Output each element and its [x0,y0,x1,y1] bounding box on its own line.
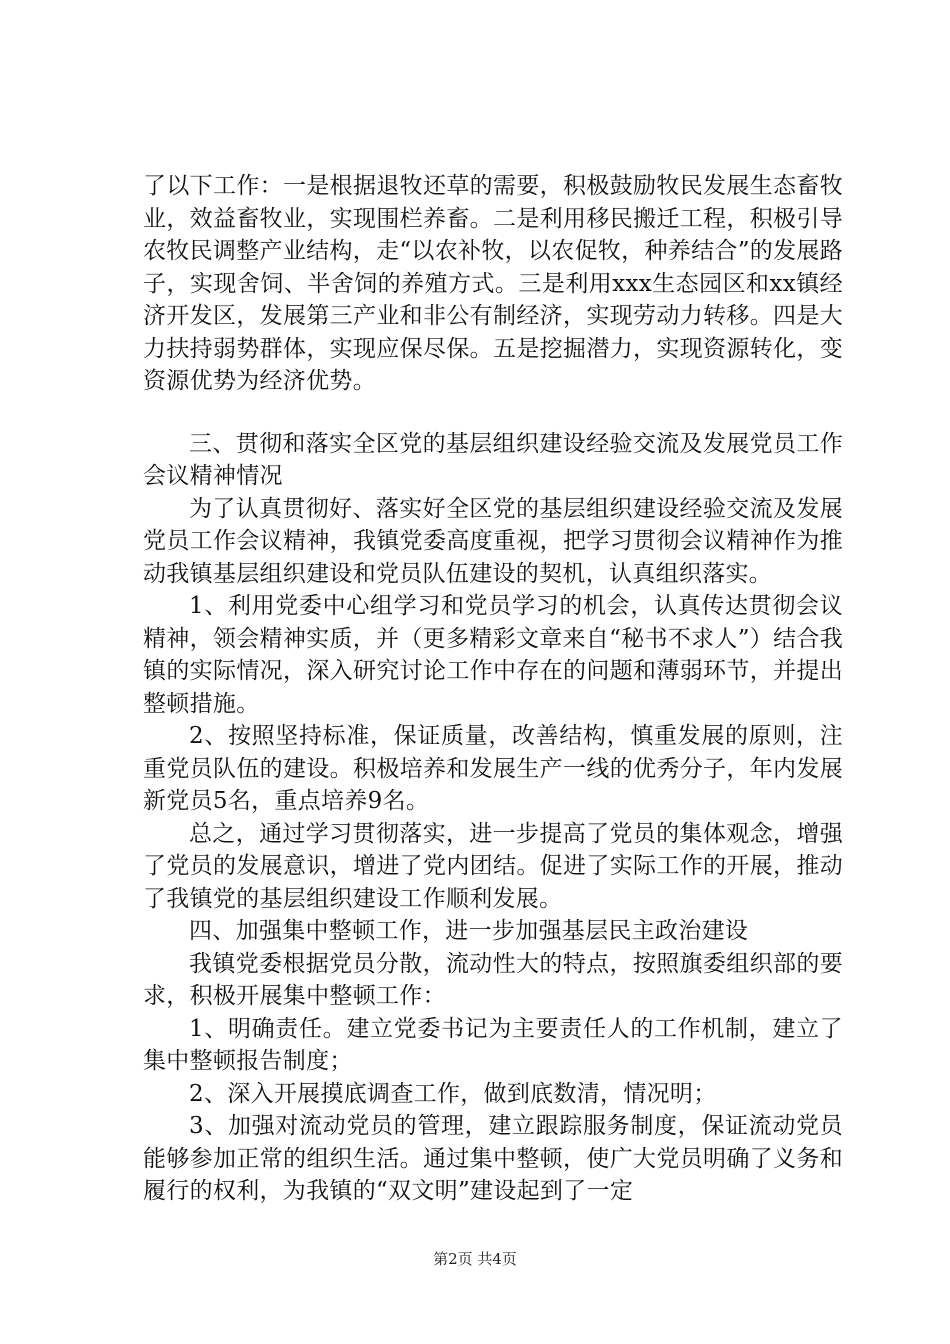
list-item-responsibility: 1、明确责任。建立党委书记为主要责任人的工作机制，建立了集中整顿报告制度； [143,1015,843,1074]
paragraph-gap [143,398,843,428]
page-number-footer: 第2页 共4页 [433,1250,517,1268]
paragraph-implementation: 为了认真贯彻好、落实好全区党的基层组织建设经验交流及发展党员工作会议精神，我镇党委高度重视，把学习贯彻会议精神作为推动我镇基层组织建设和党员队伍建设的契机，认真组织落实。 [143,495,843,587]
paragraph-work-summary: 了以下工作：一是根据退牧还草的需要，积极鼓励牧民发展生态畜牧业，效益畜牧业，实现围栏养畜。二是利用移民搬迁工程，积极引导农牧民调整产业结构，走“以农补牧，以农促牧，种养结合”的发展路子，实现舍饲、半舍饲的养殖方式。三是利用xxx生态园区和xx镇经济开发区，发展第三产业和非公有制经济，实现劳动力转移。四是大力扶持弱势群体，实现应保尽保。五是挖掘潜力，实现资源转化，变资源优势为经济优势。 [143,173,843,394]
list-item-study: 1、利用党委中心组学习和党员学习的机会，认真传达贯彻会议精神，领会精神实质，并（更多精彩文章来自“秘书不求人”）结合我镇的实际情况，深入研究讨论工作中存在的问题和薄弱环节，并提出整顿措施。 [143,593,843,717]
section-heading-three: 三、贯彻和落实全区党的基层组织建设经验交流及发展党员工作会议精神情况 [143,430,843,489]
paragraph-conclusion: 总之，通过学习贯彻落实，进一步提高了党员的集体观念，增强了党员的发展意识，增进了党内团结。促进了实际工作的开展，推动了我镇党的基层组织建设工作顺利发展。 [143,820,843,912]
list-item-survey: 2、深入开展摸底调查工作，做到底数清，情况明； [189,1080,717,1107]
paragraph-rectification: 我镇党委根据党员分散，流动性大的特点，按照旗委组织部的要求，积极开展集中整顿工作： [143,950,843,1009]
document-body [143,170,843,1208]
list-item-standards: 2、按照坚持标准，保证质量，改善结构，慎重发展的原则，注重党员队伍的建设。积极培养和发展生产一线的优秀分子，年内发展新党员5名，重点培养9名。 [143,723,843,814]
section-heading-four: 四、加强集中整顿工作，进一步加强基层民主政治建设 [189,918,749,944]
list-item-mobile-members: 3、加强对流动党员的管理，建立跟踪服务制度，保证流动党员能够参加正常的组织生活。通过集中整顿，使广大党员明确了义务和履行的权利，为我镇的“双文明”建设起到了一定 [143,1113,843,1204]
